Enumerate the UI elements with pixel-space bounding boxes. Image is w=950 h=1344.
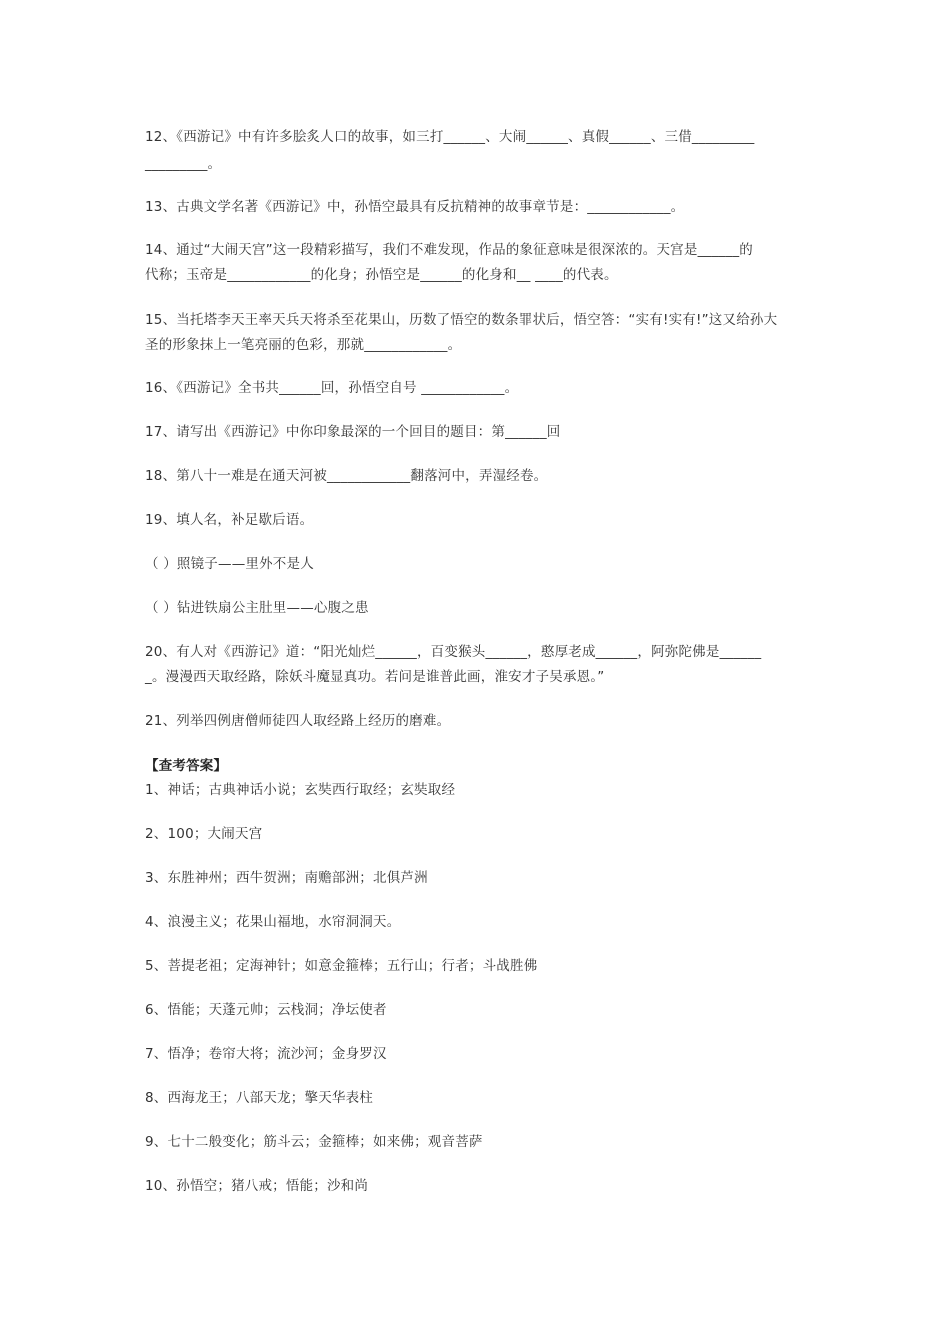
question-15-line-1: 15、当托塔李天王率天兵天将杀至花果山，历数了悟空的数条罪状后，悟空答：“实有!实有!”这又给孙大	[145, 312, 778, 328]
question-17: 17、请写出《西游记》中你印象最深的一个回目的题目：第______回	[145, 424, 561, 440]
question-21: 21、列举四例唐僧师徒四人取经路上经历的磨难。	[145, 713, 451, 729]
question-12-line-2: _________。	[145, 156, 222, 172]
question-19: 19、填人名，补足歇后语。	[145, 512, 314, 528]
question-13: 13、古典文学名著《西游记》中，孙悟空最具有反抗精神的故事章节是：____________。	[145, 199, 685, 215]
answer-5: 5、菩提老祖；定海神针；如意金箍棒；五行山；行者；斗战胜佛	[145, 958, 538, 974]
question-14-line-1: 14、通过“大闹天宫”这一段精彩描写，我们不难发现，作品的象征意味是很深浓的。天宫是______的	[145, 242, 753, 258]
answers-heading: 【查考答案】	[145, 758, 228, 774]
answer-6: 6、悟能；天蓬元帅；云栈洞；净坛使者	[145, 1002, 387, 1018]
answer-9: 9、七十二般变化；筋斗云；金箍棒；如来佛；观音菩萨	[145, 1134, 483, 1150]
answer-4: 4、浪漫主义；花果山福地，水帘洞洞天。	[145, 914, 401, 930]
question-15-line-2: 圣的形象抹上一笔亮丽的色彩，那就____________。	[145, 337, 462, 353]
question-19-item-1: （ ）照镜子——里外不是人	[145, 556, 314, 572]
answer-2: 2、100；大闹天宫	[145, 826, 263, 842]
question-18: 18、第八十一难是在通天河被____________翻落河中，弄湿经卷。	[145, 468, 548, 484]
answer-3: 3、东胜神州；西牛贺洲；南赡部洲；北俱芦洲	[145, 870, 428, 886]
question-14-line-2: 代称；玉帝是____________的化身；孙悟空是______的化身和__ ____的代表。	[145, 267, 618, 283]
answer-7: 7、悟净；卷帘大将；流沙河；金身罗汉	[145, 1046, 387, 1062]
question-16: 16、《西游记》全书共______回，孙悟空自号 ____________。	[145, 380, 519, 396]
question-12-line-1: 12、《西游记》中有许多脍炙人口的故事，如三打______、大闹______、真假______、三借_________	[145, 129, 755, 145]
answer-10: 10、孙悟空；猪八戒；悟能；沙和尚	[145, 1178, 369, 1194]
question-20-line-2: _。漫漫西天取经路，除妖斗魔显真功。若问是谁普此画，淮安才子吴承恩。”	[145, 669, 605, 685]
answer-1: 1、神话；古典神话小说；玄奘西行取经；玄奘取经	[145, 782, 456, 798]
question-20-line-1: 20、有人对《西游记》道：“阳光灿烂______，百变猴头______，憨厚老成______，阿弥陀佛是______	[145, 644, 762, 660]
question-19-item-2: （ ）钻进铁扇公主肚里——心腹之患	[145, 600, 369, 616]
answer-8: 8、西海龙王；八部天龙；擎天华表柱	[145, 1090, 373, 1106]
